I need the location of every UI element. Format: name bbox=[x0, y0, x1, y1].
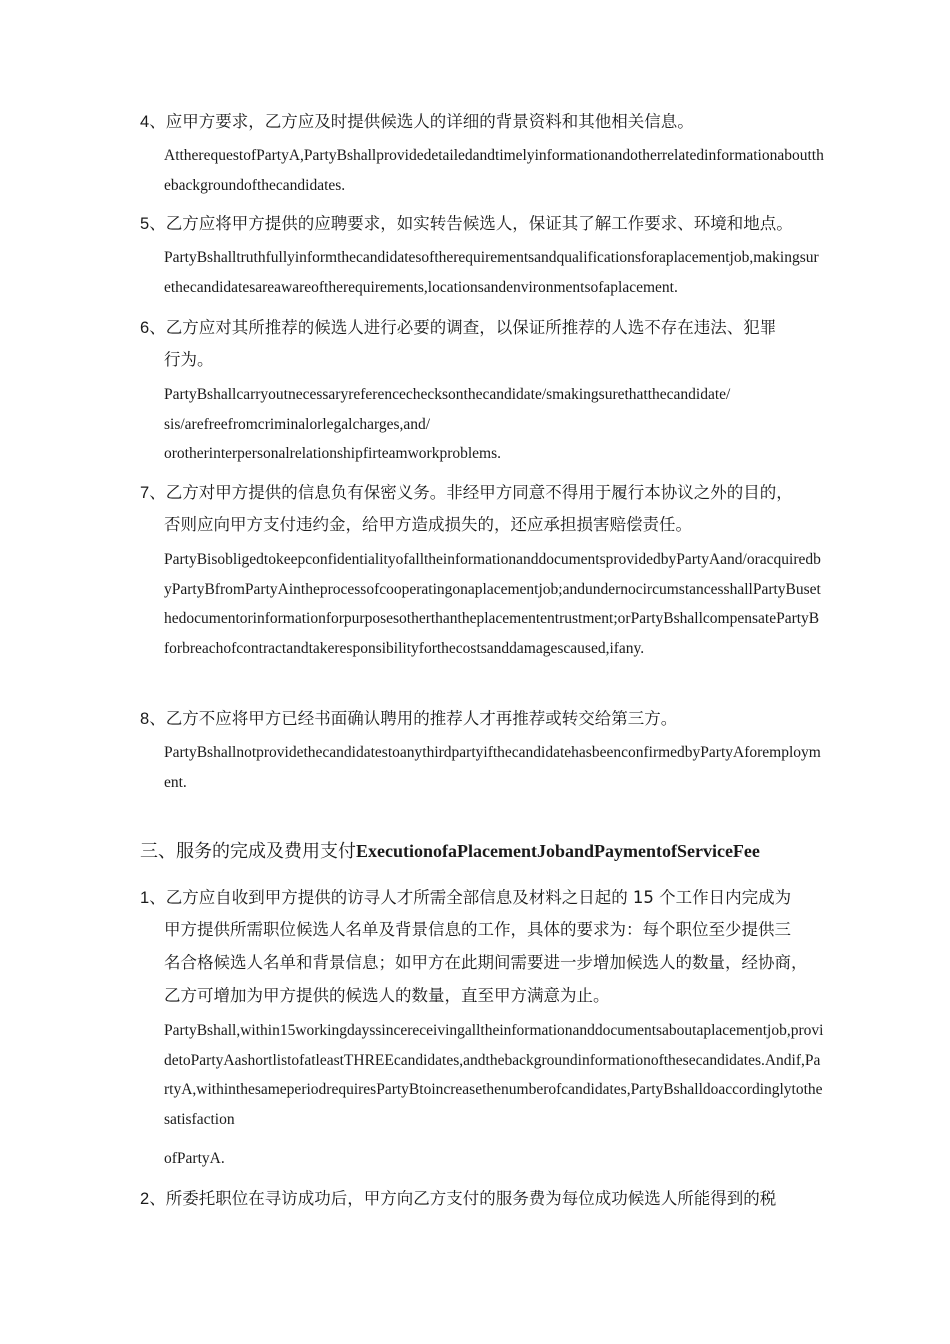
clause-6-cn: 6、乙方应对其所推荐的候选人进行必要的调查，以保证所推荐的人选不存在违法、犯罪 bbox=[140, 318, 777, 337]
section-clause-2-cn: 2、所委托职位在寻访成功后，甲方向乙方支付的服务费为每位成功候选人所能得到的税 bbox=[140, 1189, 777, 1208]
clause-7-en: PartyBisobligedtokeepconfidentialityofalltheinformationanddocumentsprovidedbyPartyAand/oracquiredbyPartyBfromPartyAintheprocessofcooperatingonaplacementjob;andundernocircumstancesshallPartyBusethedocumentorinformationforpurposesotherthantheplacemententrustment;orPartyBshallcompensatePartyBforbreachofcontractandtakeresponsibilityforthecostsanddamagescaused,ifany. bbox=[164, 551, 821, 657]
section-clause-1-cn-line2: 甲方提供所需职位候选人名单及背景信息的工作，具体的要求为：每个职位至少提供三 bbox=[164, 920, 791, 939]
clause-8-cn: 8、乙方不应将甲方已经书面确认聘用的推荐人才再推荐或转交给第三方。 bbox=[140, 709, 678, 728]
section-clause-1-cn: 1、乙方应自收到甲方提供的访寻人才所需全部信息及材料之日起的 15 个工作日内完成为 bbox=[140, 888, 792, 907]
clause-6-en: PartyBshallcarryoutnecessaryreferencechecksonthecandidate/smakingsurethatthecandidate/ sis/arefreefromcriminalorlegalcharges,and/ orotherinterpersonalrelationshipfirteamworkproblems. bbox=[164, 386, 731, 462]
section-clause-1-en-tail: ofPartyA. bbox=[164, 1150, 225, 1167]
section-clause-1-cn-line4: 乙方可增加为甲方提供的候选人的数量，直至甲方满意为止。 bbox=[164, 986, 610, 1005]
clause-5-en: PartyBshalltruthfullyinformthecandidatesoftherequirementsandqualificationsforaplacementjob,makingsurethecandidatesareawareoftherequirements,locationsandenvironmentsofaplacement. bbox=[164, 249, 819, 296]
clause-4-cn: 4、应甲方要求，乙方应及时提供候选人的详细的背景资料和其他相关信息。 bbox=[140, 112, 694, 131]
section-clause-1-cn-line3: 名合格候选人名单和背景信息；如甲方在此期间需要进一步增加候选人的数量，经协商， bbox=[164, 953, 808, 972]
clause-6-cn-line2: 行为。 bbox=[164, 350, 214, 369]
clause-5-cn: 5、乙方应将甲方提供的应聘要求，如实转告候选人，保证其了解工作要求、环境和地点。 bbox=[140, 214, 793, 233]
clause-4-en: AttherequestofPartyA,PartyBshallprovidedetailedandtimelyinformationandotherrelatedinformationaboutthebackgroundofthecandidates. bbox=[164, 147, 824, 194]
clause-7-cn-line2: 否则应向甲方支付违约金，给甲方造成损失的，还应承担损害赔偿责任。 bbox=[164, 515, 692, 534]
clause-7-cn: 7、乙方对甲方提供的信息负有保密义务。非经甲方同意不得用于履行本协议之外的目的， bbox=[140, 483, 793, 502]
section-clause-1-en: PartyBshall,within15workingdayssincereceivingalltheinformationanddocumentsaboutaplacementjob,providetoPartyAashortlistofatleastTHREEcandidates,andthebackgroundinformationofthesecandidates.Andif,PartyA,withinthesameperiodrequiresPartyBtoincreasethenumberofcandidates,PartyBshalldoaccordinglytothesatisfaction bbox=[164, 1022, 824, 1128]
clause-8-en: PartyBshallnotprovidethecandidatestoanythirdpartyifthecandidatehasbeenconfirmedbyPartyAforemployment. bbox=[164, 744, 821, 791]
section-heading: 三、服务的完成及费用支付ExecutionofaPlacementJobandPaymentofServiceFee bbox=[140, 841, 760, 862]
